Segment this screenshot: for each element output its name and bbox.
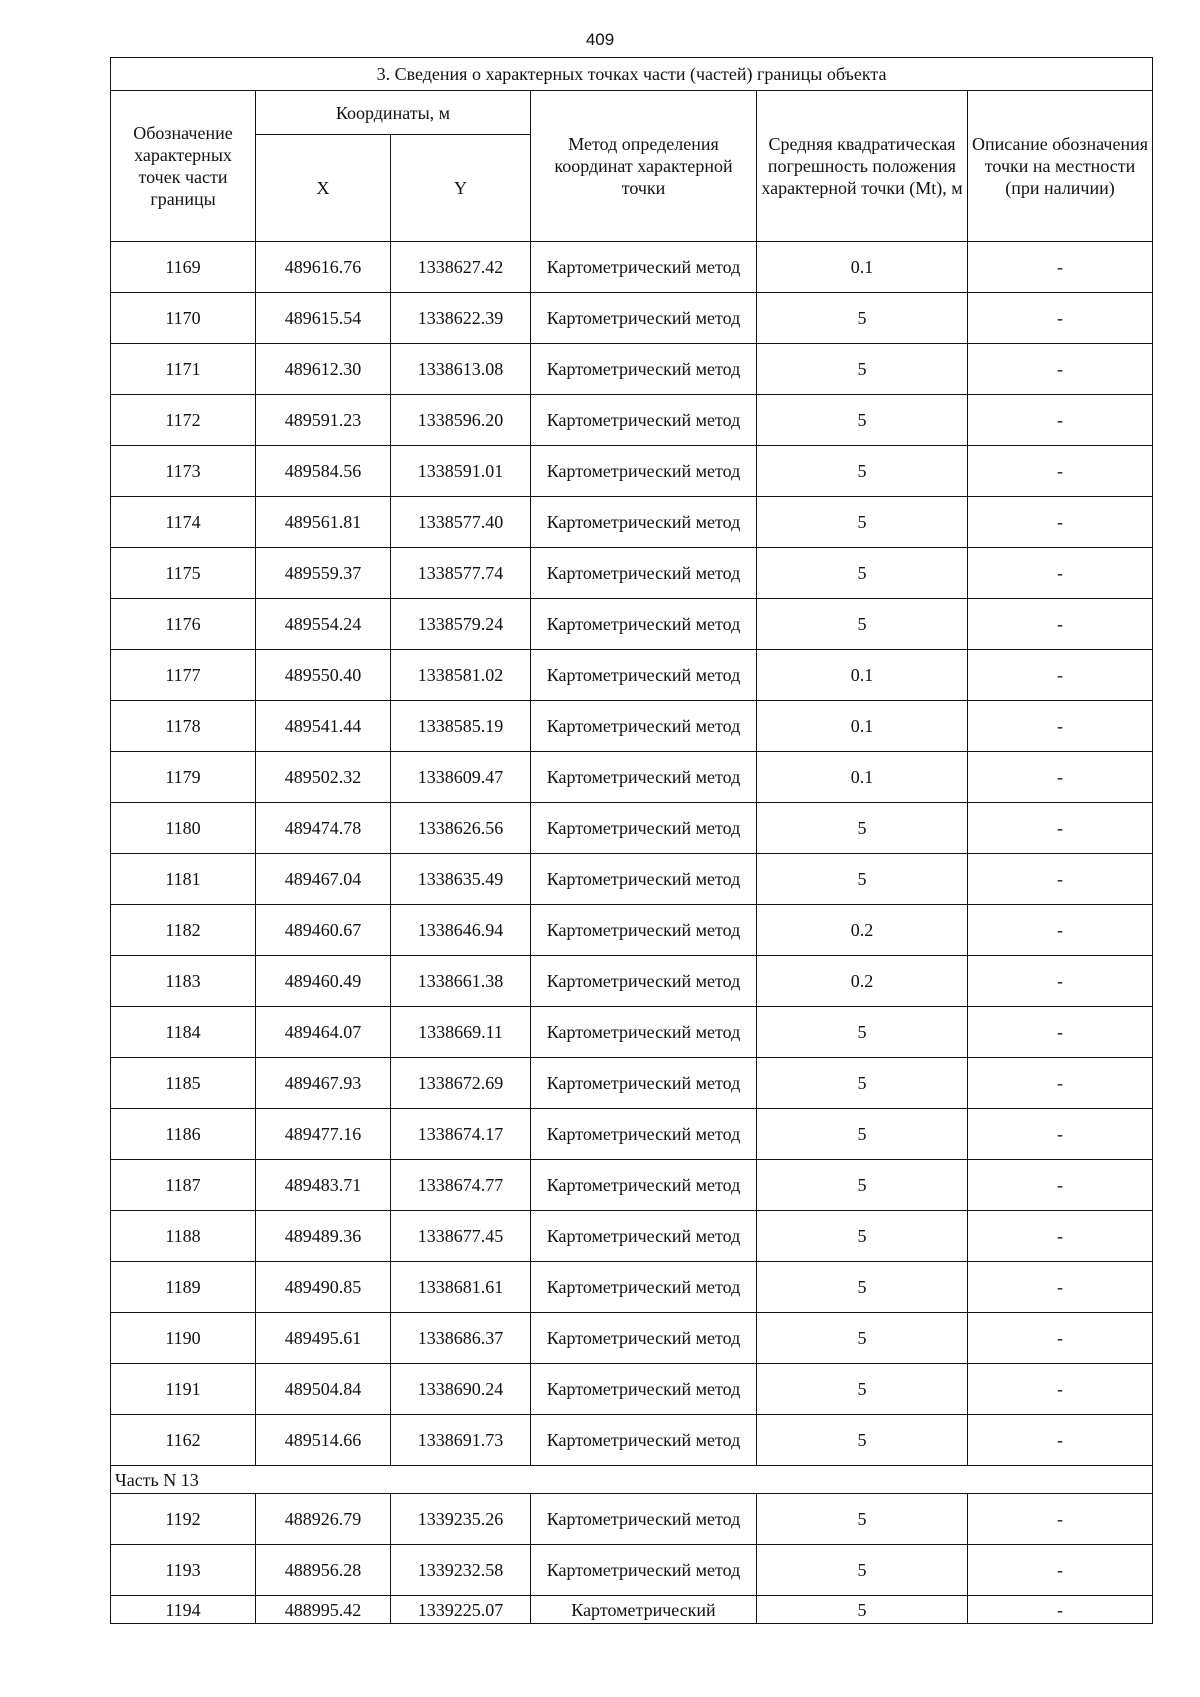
cell-y: 1338635.49	[391, 854, 531, 905]
cell-point-id: 1181	[111, 854, 256, 905]
table-row	[111, 1596, 1153, 1624]
table-row	[111, 701, 1153, 752]
cell-method: Картометрический метод	[531, 752, 757, 803]
cell-error: 5	[757, 344, 968, 395]
table-body-part-label	[111, 1466, 1153, 1494]
cell-point-id: 1189	[111, 1262, 256, 1313]
cell-x: 489561.81	[256, 497, 391, 548]
cell-error: 5	[757, 1058, 968, 1109]
cell-y: 1338674.77	[391, 1160, 531, 1211]
table-row	[111, 497, 1153, 548]
cell-method: Картометрический метод	[531, 1109, 757, 1160]
table-row	[111, 395, 1153, 446]
header-description: Описание обозначения точки на местности (при наличии)	[968, 91, 1153, 242]
table-row	[111, 1262, 1153, 1313]
cell-description: -	[968, 395, 1153, 446]
cell-method: Картометрический метод	[531, 599, 757, 650]
cell-y: 1338690.24	[391, 1364, 531, 1415]
cell-error: 5	[757, 1211, 968, 1262]
cell-point-id: 1193	[111, 1545, 256, 1596]
cell-description: -	[968, 701, 1153, 752]
table-row	[111, 752, 1153, 803]
cell-description: -	[968, 1364, 1153, 1415]
cell-method: Картометрический метод	[531, 1058, 757, 1109]
cell-error: 5	[757, 1160, 968, 1211]
table-row	[111, 1007, 1153, 1058]
cell-x: 489554.24	[256, 599, 391, 650]
cell-error: 5	[757, 1313, 968, 1364]
cell-error: 5	[757, 1262, 968, 1313]
cell-x: 489467.93	[256, 1058, 391, 1109]
cell-method: Картометрический метод	[531, 1545, 757, 1596]
header-method: Метод определения координат характерной точки	[531, 91, 757, 242]
cell-point-id: 1162	[111, 1415, 256, 1466]
cell-error: 5	[757, 446, 968, 497]
cell-x: 489490.85	[256, 1262, 391, 1313]
cell-method: Картометрический метод	[531, 1262, 757, 1313]
cell-x: 489615.54	[256, 293, 391, 344]
cell-description: -	[968, 650, 1153, 701]
cell-method: Картометрический метод	[531, 395, 757, 446]
cell-y: 1338626.56	[391, 803, 531, 854]
cell-description: -	[968, 1058, 1153, 1109]
cell-error: 0.1	[757, 242, 968, 293]
table-row	[111, 599, 1153, 650]
cell-description: -	[968, 344, 1153, 395]
table-row	[111, 344, 1153, 395]
cell-point-id: 1188	[111, 1211, 256, 1262]
cell-error: 5	[757, 599, 968, 650]
cell-method: Картометрический метод	[531, 293, 757, 344]
cell-y: 1339232.58	[391, 1545, 531, 1596]
cell-method: Картометрический метод	[531, 1211, 757, 1262]
cell-x: 489550.40	[256, 650, 391, 701]
cell-method: Картометрический метод	[531, 548, 757, 599]
header-error: Средняя квадратическая погрешность положения характерной точки (Mt), м	[757, 91, 968, 242]
cell-y: 1338669.11	[391, 1007, 531, 1058]
cell-method: Картометрический метод	[531, 854, 757, 905]
cell-y: 1338622.39	[391, 293, 531, 344]
cell-error: 5	[757, 1415, 968, 1466]
cell-x: 489559.37	[256, 548, 391, 599]
cell-x: 489464.07	[256, 1007, 391, 1058]
cell-error: 5	[757, 395, 968, 446]
cell-description: -	[968, 1160, 1153, 1211]
table-row	[111, 1058, 1153, 1109]
header-y: Y	[391, 135, 531, 242]
table-row	[111, 650, 1153, 701]
cell-point-id: 1179	[111, 752, 256, 803]
cell-error: 5	[757, 548, 968, 599]
part-label: Часть N 13	[111, 1466, 1153, 1494]
cell-point-id: 1180	[111, 803, 256, 854]
cell-method: Картометрический метод	[531, 1415, 757, 1466]
cell-y: 1338609.47	[391, 752, 531, 803]
cell-method: Картометрический метод	[531, 497, 757, 548]
cell-description: -	[968, 905, 1153, 956]
cell-description: -	[968, 752, 1153, 803]
cell-method: Картометрический метод	[531, 956, 757, 1007]
cell-description: -	[968, 1545, 1153, 1596]
table-row	[111, 548, 1153, 599]
table-row	[111, 854, 1153, 905]
table-row	[111, 1109, 1153, 1160]
table-row	[111, 1211, 1153, 1262]
cell-method: Картометрический метод	[531, 803, 757, 854]
cell-point-id: 1182	[111, 905, 256, 956]
cell-x: 489502.32	[256, 752, 391, 803]
cell-x: 489474.78	[256, 803, 391, 854]
cell-error: 5	[757, 1007, 968, 1058]
cell-method: Картометрический метод	[531, 905, 757, 956]
cell-description: -	[968, 497, 1153, 548]
cell-y: 1338691.73	[391, 1415, 531, 1466]
cell-description: -	[968, 446, 1153, 497]
table-title: 3. Сведения о характерных точках части (частей) границы объекта	[111, 58, 1153, 91]
cell-description: -	[968, 1007, 1153, 1058]
cell-description: -	[968, 599, 1153, 650]
cell-y: 1338674.17	[391, 1109, 531, 1160]
cell-point-id: 1172	[111, 395, 256, 446]
cell-x: 489541.44	[256, 701, 391, 752]
cell-point-id: 1173	[111, 446, 256, 497]
cell-point-id: 1185	[111, 1058, 256, 1109]
header-x: X	[256, 135, 391, 242]
cell-description: -	[968, 854, 1153, 905]
cell-x: 489460.49	[256, 956, 391, 1007]
cell-error: 0.1	[757, 752, 968, 803]
cell-description: -	[968, 293, 1153, 344]
cell-description: -	[968, 1109, 1153, 1160]
cell-y: 1338577.40	[391, 497, 531, 548]
cell-point-id: 1192	[111, 1494, 256, 1545]
cell-error: 0.1	[757, 701, 968, 752]
cell-x: 489591.23	[256, 395, 391, 446]
cell-error: 5	[757, 803, 968, 854]
cell-description: -	[968, 1415, 1153, 1466]
table-row	[111, 1545, 1153, 1596]
cell-y: 1339235.26	[391, 1494, 531, 1545]
header-point: Обозначение характерных точек части границы	[111, 91, 256, 242]
cell-method: Картометрический метод	[531, 1313, 757, 1364]
table-row	[111, 1313, 1153, 1364]
cell-x: 488995.42	[256, 1596, 391, 1624]
cell-error: 5	[757, 1364, 968, 1415]
table-row	[111, 803, 1153, 854]
cell-error: 5	[757, 1596, 968, 1624]
cell-x: 488926.79	[256, 1494, 391, 1545]
part-label-row	[111, 1466, 1153, 1494]
cell-y: 1338672.69	[391, 1058, 531, 1109]
table-row	[111, 1415, 1153, 1466]
cell-point-id: 1194	[111, 1596, 256, 1624]
cell-y: 1338577.74	[391, 548, 531, 599]
table-row	[111, 446, 1153, 497]
cell-point-id: 1171	[111, 344, 256, 395]
cell-x: 489467.04	[256, 854, 391, 905]
cell-description: -	[968, 1494, 1153, 1545]
cell-y: 1338646.94	[391, 905, 531, 956]
cell-method: Картометрический метод	[531, 1007, 757, 1058]
cell-x: 489504.84	[256, 1364, 391, 1415]
cell-description: -	[968, 548, 1153, 599]
cell-point-id: 1186	[111, 1109, 256, 1160]
cell-y: 1338596.20	[391, 395, 531, 446]
cell-description: -	[968, 242, 1153, 293]
cell-error: 5	[757, 1545, 968, 1596]
cell-x: 489489.36	[256, 1211, 391, 1262]
cell-x: 489460.67	[256, 905, 391, 956]
cell-point-id: 1190	[111, 1313, 256, 1364]
cell-y: 1339225.07	[391, 1596, 531, 1624]
cell-error: 5	[757, 854, 968, 905]
table-row	[111, 1494, 1153, 1545]
cell-y: 1338686.37	[391, 1313, 531, 1364]
cell-description: -	[968, 956, 1153, 1007]
cell-point-id: 1191	[111, 1364, 256, 1415]
table-row	[111, 1364, 1153, 1415]
cell-method: Картометрический метод	[531, 650, 757, 701]
page-number: 409	[585, 30, 615, 49]
cell-method: Картометрический метод	[531, 344, 757, 395]
table-body-last	[111, 1596, 1153, 1624]
cell-error: 5	[757, 497, 968, 548]
cell-x: 488956.28	[256, 1545, 391, 1596]
cell-y: 1338585.19	[391, 701, 531, 752]
cell-y: 1338581.02	[391, 650, 531, 701]
cell-description: -	[968, 1211, 1153, 1262]
table-row	[111, 293, 1153, 344]
cell-point-id: 1187	[111, 1160, 256, 1211]
table-body-part-a	[111, 242, 1153, 1466]
table-body-part-b	[111, 1494, 1153, 1596]
cell-description: -	[968, 1262, 1153, 1313]
cell-description: -	[968, 1596, 1153, 1624]
cell-y: 1338627.42	[391, 242, 531, 293]
cell-x: 489477.16	[256, 1109, 391, 1160]
cell-point-id: 1178	[111, 701, 256, 752]
cell-method: Картометрический метод	[531, 1494, 757, 1545]
table-row	[111, 1160, 1153, 1211]
cell-point-id: 1175	[111, 548, 256, 599]
cell-point-id: 1177	[111, 650, 256, 701]
cell-y: 1338681.61	[391, 1262, 531, 1313]
cell-method: Картометрический метод	[531, 1160, 757, 1211]
cell-error: 0.2	[757, 956, 968, 1007]
cell-error: 5	[757, 1109, 968, 1160]
cell-x: 489616.76	[256, 242, 391, 293]
cell-x: 489483.71	[256, 1160, 391, 1211]
cell-description: -	[968, 1313, 1153, 1364]
cell-y: 1338613.08	[391, 344, 531, 395]
cell-error: 0.1	[757, 650, 968, 701]
cell-point-id: 1183	[111, 956, 256, 1007]
cell-x: 489495.61	[256, 1313, 391, 1364]
cell-x: 489584.56	[256, 446, 391, 497]
table-row	[111, 242, 1153, 293]
cell-point-id: 1176	[111, 599, 256, 650]
cell-method: Картометрический метод	[531, 1364, 757, 1415]
cell-error: 5	[757, 293, 968, 344]
cell-y: 1338677.45	[391, 1211, 531, 1262]
cell-error: 5	[757, 1494, 968, 1545]
cell-point-id: 1184	[111, 1007, 256, 1058]
table-row	[111, 956, 1153, 1007]
cell-error: 0.2	[757, 905, 968, 956]
cell-method: Картометрический	[531, 1596, 757, 1624]
cell-x: 489514.66	[256, 1415, 391, 1466]
cell-y: 1338591.01	[391, 446, 531, 497]
characteristic-points-table	[110, 57, 1153, 1624]
cell-method: Картометрический метод	[531, 701, 757, 752]
cell-point-id: 1170	[111, 293, 256, 344]
cell-x: 489612.30	[256, 344, 391, 395]
header-coordinates: Координаты, м	[256, 91, 531, 135]
cell-y: 1338579.24	[391, 599, 531, 650]
cell-method: Картометрический метод	[531, 446, 757, 497]
table-row	[111, 905, 1153, 956]
cell-point-id: 1169	[111, 242, 256, 293]
cell-y: 1338661.38	[391, 956, 531, 1007]
cell-description: -	[968, 803, 1153, 854]
cell-method: Картометрический метод	[531, 242, 757, 293]
cell-point-id: 1174	[111, 497, 256, 548]
